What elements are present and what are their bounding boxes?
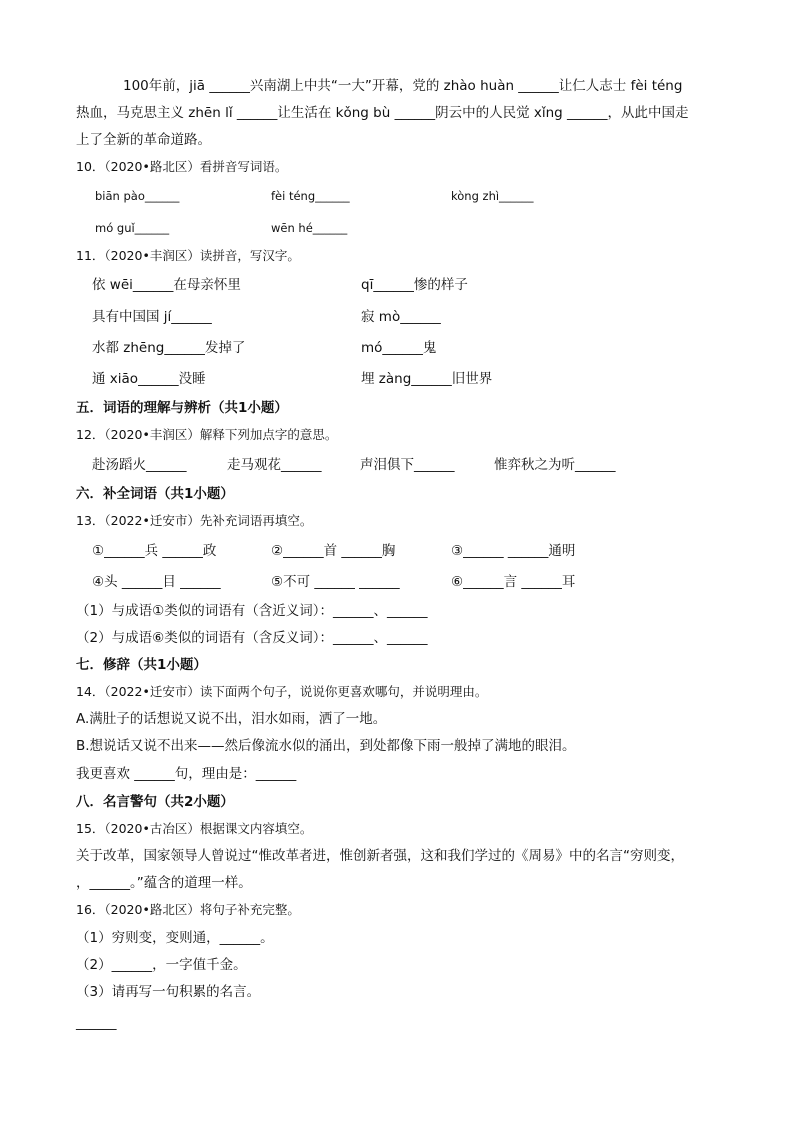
q11-item-6: mó______鬼: [361, 340, 437, 356]
q13-sub-1: （1）与成语①类似的词语有（含近义词）：______、______: [76, 603, 428, 619]
q11-item-2: qī______惨的样子: [361, 277, 468, 293]
q16-title: 16．（2020•路北区）将句子补充完整。: [76, 902, 300, 917]
q10-item-1: biān pào______: [95, 189, 180, 203]
section-6-title: 六．补全词语（共1小题）: [76, 486, 234, 502]
intro-line-1: 100年前，jiā ______兴南湖上中共“一大”开幕，党的 zhào huàn ______让仁人志士 fèi téng: [123, 78, 683, 94]
intro-line-2: 热血，马克思主义 zhēn lǐ ______让生活在 kǒng bù ______阴云中的人民觉 xǐng ______，从此中国走: [76, 105, 689, 121]
q11-item-5: 水都 zhēng______发掉了: [92, 340, 246, 356]
q16-item-1: （1）穷则变，变则通，______。: [76, 930, 274, 946]
intro-line-3: 上了全新的革命道路。: [76, 132, 211, 148]
q10-title: 10．（2020•路北区）看拼音写词语。: [76, 159, 288, 174]
q13-idiom-1: ①______兵 ______政: [92, 543, 217, 559]
q15-line-2: ，______。”蕴含的道理一样。: [76, 875, 252, 891]
q11-item-7: 通 xiāo______没睡: [92, 371, 206, 387]
q11-item-1: 依 wēi______在母亲怀里: [92, 277, 241, 293]
q12-item-1: 赴汤蹈火______: [92, 457, 187, 473]
section-8-title: 八．名言警句（共2小题）: [76, 794, 234, 810]
q13-title: 13．（2022•迁安市）先补充词语再填空。: [76, 513, 313, 528]
q13-idiom-2: ②______首 ______胸: [271, 543, 396, 559]
q14-title: 14．（2022•迁安市）读下面两个句子，说说你更喜欢哪句，并说明理由。: [76, 684, 488, 699]
q11-item-8: 埋 zàng______旧世界: [361, 371, 493, 387]
q16-item-3: （3）请再写一句积累的名言。: [76, 984, 261, 1000]
q14-answer: 我更喜欢 ______句，理由是：______: [76, 766, 297, 782]
q10-item-4: mó guǐ______: [95, 221, 170, 235]
q12-item-2: 走马观花______: [227, 457, 322, 473]
q13-sub-2: （2）与成语⑥类似的词语有（含反义词）：______、______: [76, 630, 428, 646]
q12-item-3: 声泪俱下______: [360, 457, 455, 473]
q11-item-4: 寂 mò______: [361, 309, 441, 325]
q11-title: 11．（2020•丰润区）读拼音，写汉字。: [76, 248, 300, 263]
q10-item-5: wēn hé______: [271, 221, 348, 235]
q13-idiom-6: ⑥______言 ______耳: [451, 574, 576, 590]
q15-title: 15．（2020•古冶区）根据课文内容填空。: [76, 821, 313, 836]
q14-sentence-a: A.满肚子的话想说又说不出，泪水如雨，洒了一地。: [76, 711, 387, 727]
q13-idiom-5: ⑤不可 ______ ______: [271, 574, 400, 590]
q10-item-2: fèi téng______: [271, 189, 350, 203]
section-5-title: 五．词语的理解与辨析（共1小题）: [76, 400, 288, 416]
q16-item-2: （2）______，一字值千金。: [76, 957, 247, 973]
q16-answer-blank: ______: [76, 1015, 117, 1031]
q14-sentence-b: B.想说话又说不出来——然后像流水似的涌出，到处都像下雨一般掉了满地的眼泪。: [76, 738, 576, 754]
q10-item-3: kòng zhì______: [451, 189, 534, 203]
q13-idiom-3: ③______ ______通明: [451, 543, 576, 559]
q12-title: 12．（2020•丰润区）解释下列加点字的意思。: [76, 427, 338, 442]
q15-line-1: 关于改革，国家领导人曾说过“惟改革者进，惟创新者强，这和我们学过的《周易》中的名言“穷则变，: [76, 848, 684, 864]
q13-idiom-4: ④头 ______目 ______: [92, 574, 221, 590]
q12-item-4: 惟弈秋之为听______: [494, 457, 616, 473]
q11-item-3: 具有中国国 jí______: [92, 309, 212, 325]
section-7-title: 七．修辞（共1小题）: [76, 657, 207, 673]
